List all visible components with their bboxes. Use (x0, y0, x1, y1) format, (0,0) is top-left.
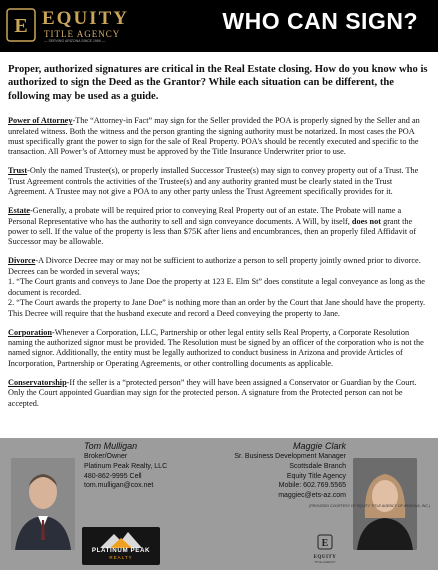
agent-left-name: Tom Mulligan (84, 441, 138, 451)
svg-text:E: E (321, 538, 329, 549)
text-estate-a: -Generally, a probate will be required prior to conveying Real Property out of an estate. The Probate will name a Personal Representative who has the authority to sell and sign conveyance documents. A Will, by itself, (8, 206, 402, 226)
section-power-of-attorney (8, 116, 430, 158)
term-trust: Trust (8, 166, 28, 176)
agent-left-email: tom.mulligan@cox.net (84, 482, 154, 490)
text-estate-emphasis: does not (351, 216, 381, 226)
text-power-of-attorney: -The “Attorney-in Fact” may sign for the Seller provided the POA is properly signed by the Seller and an unrelated witness. Both the witness and the person granting the signing authority must be notarized. In most cases the POA must specifically grant the power to sign for the sale of Real Property. POA's should be recently executed and specific to the transaction. All Power’s of Attorney must be approved by the Title Insurance Underwriter prior to use. (8, 116, 420, 157)
section-trust (8, 166, 430, 197)
term-corporation: Corporation (8, 327, 52, 337)
equity-small-name: EQUITY (313, 555, 337, 560)
text-divorce: -A Divorce Decree may or may not be sufficient to authorize a person to sell property jointly owned prior to divorce. Decrees can be worded in several ways; (8, 256, 421, 276)
header-banner (0, 0, 438, 52)
equity-small-logo (305, 534, 345, 566)
svg-text:E: E (14, 15, 28, 37)
agent-left-company: Platinum Peak Realty, LLC (84, 462, 168, 470)
agent-left-title: Broker/Owner (84, 453, 128, 460)
shield-emblem-icon (6, 8, 36, 42)
text-corporation: -Whenever a Corporation, LLC, Partnership or other legal entity sells Real Property, a Corporate Resolution naming the authorized signor must be provided. The Resolution must be signed by an officer of the corporation who is not the named signor. Additionally, the entity must be legally authorized to conduct business in Arizona and provide Articles of Incorporation, Partnership or Operating Agreements, or other controlling documents as applicable. (8, 327, 424, 368)
section-corporation (8, 328, 430, 370)
section-divorce (8, 256, 430, 318)
agent-right-mobile: Mobile: 602.769.5565 (278, 482, 346, 490)
text-conservatorship: -If the seller is a “protected person” they will have been assigned a Conservator or Guardian by the Court. Only the Court appointed Guardian may sign for the protected person. A signature from the Protected person can not be accepted. (8, 377, 417, 408)
section-conservatorship (8, 378, 430, 409)
mountain-icon (100, 530, 142, 548)
text-estate-b: grant the power to sell. If the value of the property is less than $75K after liens and encumbrances, then an properly filed Affidavit of Successor may be allowable. (8, 216, 417, 247)
term-divorce: Divorce (8, 256, 36, 266)
platinum-peak-logo (82, 527, 160, 565)
agent-info-right (234, 441, 346, 501)
logo-name: EQUITY (42, 8, 129, 29)
divorce-item-2: 2. “The Court awards the property to Jane Doe” is nothing more than an order by the Court that Jane should have the property. This Decree will require that the husband execute and record a Deed conveying the property to Jane. (8, 298, 426, 318)
agent-right-email: maggiec@ets-az.com (278, 492, 346, 500)
page-title: WHO CAN SIGN? (222, 8, 418, 34)
agent-right-company: Equity Title Agency (286, 472, 346, 480)
agent-info-left (84, 441, 167, 491)
courtesy-note: (PROVIDED COURTESY OF EQUITY TITLE AGENCY OF ARIZONA, INC.) (309, 504, 430, 508)
logo-sub: TITLE AGENCY (44, 29, 121, 39)
agent-right-title: Sr. Business Development Manager (234, 453, 346, 460)
agent-right-branch: Scottsdale Branch (289, 462, 346, 470)
logo-tagline: — SERVING ARIZONA SINCE 1969 — (44, 39, 106, 43)
section-estate (8, 206, 430, 248)
article-body (8, 63, 430, 418)
term-conservatorship: Conservatorship (8, 377, 67, 387)
peak-logo-line2: REALTY (109, 555, 133, 560)
divorce-item-1: 1. “The Court grants and conveys to Jane Doe the property at 123 E. Elm St” does constitute a legal conveyance as long as the document is recorded. (8, 277, 425, 297)
intro-paragraph: Proper, authorized signatures are critical in the Real Estate closing. How do you know who is authorized to sign the Deed as the Grantor? While each situation can be different, the following may be used as a guide. (8, 64, 428, 102)
equity-title-logo (6, 6, 156, 44)
agent-right-name: Maggie Clark (292, 441, 346, 451)
agent-left-phone: 480-862-9995 Cell (84, 472, 142, 480)
peak-logo-line1: PLATINUM PEAK (91, 547, 151, 554)
term-power-of-attorney: Power of Attorney (8, 116, 73, 126)
text-trust: -Only the named Trustee(s), or properly installed Successor Trustee(s) may sign to convey property out of a Trust. The Trust Agreement controls the activities of the Trustee(s) and any authority granted must be clearly stated in the Trust Agreement. A Trustee may not give a POA to any other party unless the Trust Agreement specifically provides for it. (8, 166, 419, 197)
shield-emblem-icon (317, 534, 333, 550)
term-estate: Estate (8, 206, 30, 216)
equity-small-sub: TITLE AGENCY (314, 560, 336, 564)
